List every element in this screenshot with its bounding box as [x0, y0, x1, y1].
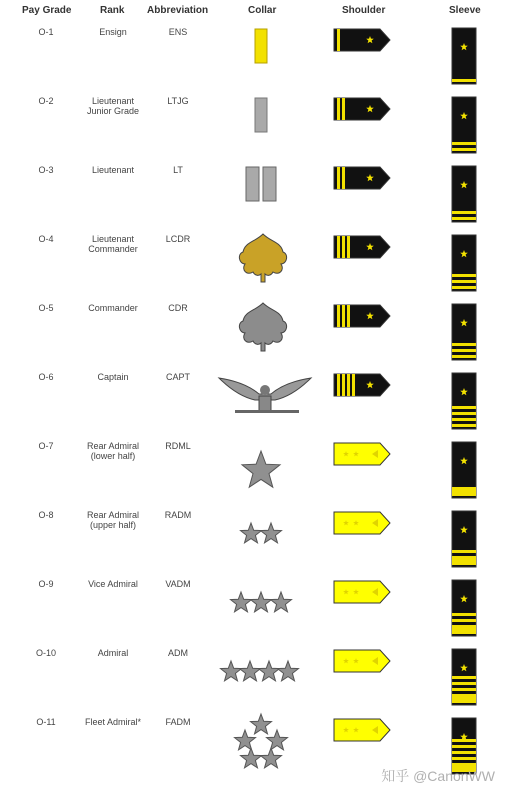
- header-shoulder: Shoulder: [342, 5, 386, 16]
- rank-cell: Ensign: [99, 27, 127, 37]
- table-row: [0, 510, 505, 579]
- rank-cell: Vice Admiral: [88, 579, 138, 589]
- pay-grade-cell: O-6: [38, 372, 54, 382]
- collar-insignia: [215, 297, 315, 357]
- table-row: [0, 441, 505, 510]
- table-row: [0, 303, 505, 372]
- table-row: [0, 234, 505, 303]
- shoulder-board: [332, 303, 392, 329]
- pay-grade-cell: O-5: [38, 303, 54, 313]
- collar-insignia: [215, 21, 315, 81]
- collar-insignia: [215, 159, 315, 219]
- sleeve-insignia: [451, 579, 477, 637]
- watermark: 知乎 @CanonWW: [381, 768, 495, 784]
- abbreviation-cell: CDR: [168, 303, 188, 313]
- header-rank: Rank: [100, 5, 125, 16]
- sleeve-insignia: [451, 96, 477, 154]
- pay-grade-cell: O-9: [38, 579, 54, 589]
- sleeve-insignia: [451, 372, 477, 430]
- shoulder-board: [332, 372, 392, 398]
- sleeve-insignia: [451, 234, 477, 292]
- abbreviation-cell: CAPT: [165, 372, 190, 382]
- collar-insignia: [215, 90, 315, 150]
- header-abbreviation: Abbreviation: [147, 5, 209, 16]
- table-row: [0, 27, 505, 96]
- pay-grade-cell: O-1: [38, 27, 54, 37]
- sleeve-insignia: [451, 165, 477, 223]
- abbreviation-cell: LT: [173, 165, 183, 175]
- pay-grade-cell: O-7: [38, 441, 54, 451]
- shoulder-board: [332, 96, 392, 122]
- rank-cell: Admiral: [97, 648, 129, 658]
- collar-insignia: [215, 366, 315, 426]
- rank-cell: Rear Admiral (upper half): [86, 510, 140, 530]
- shoulder-board: [332, 648, 392, 674]
- shoulder-board: [332, 27, 392, 53]
- table-row: [0, 96, 505, 165]
- rank-cell: Lieutenant Commander: [88, 234, 138, 254]
- collar-insignia: [215, 435, 315, 495]
- shoulder-board: [332, 234, 392, 260]
- shoulder-board: [332, 510, 392, 536]
- shoulder-board: [332, 579, 392, 605]
- rank-cell: Lieutenant: [91, 165, 135, 175]
- shoulder-board: [332, 441, 392, 467]
- abbreviation-cell: RDML: [165, 441, 191, 451]
- header-collar: Collar: [248, 5, 277, 16]
- sleeve-insignia: [451, 441, 477, 499]
- header-pay-grade: Pay Grade: [22, 5, 72, 16]
- pay-grade-cell: O-10: [35, 648, 56, 658]
- abbreviation-cell: RADM: [164, 510, 192, 520]
- rank-cell: Commander: [88, 303, 138, 313]
- pay-grade-cell: O-2: [38, 96, 54, 106]
- abbreviation-cell: VADM: [165, 579, 191, 589]
- pay-grade-cell: O-8: [38, 510, 54, 520]
- sleeve-insignia: [451, 303, 477, 361]
- pay-grade-cell: O-3: [38, 165, 54, 175]
- table-row: [0, 165, 505, 234]
- abbreviation-cell: LTJG: [167, 96, 189, 106]
- collar-insignia: [215, 228, 315, 288]
- abbreviation-cell: LCDR: [165, 234, 191, 244]
- sleeve-insignia: [451, 648, 477, 706]
- rank-cell: Lieutenant Junior Grade: [86, 96, 140, 116]
- table-row: [0, 648, 505, 717]
- abbreviation-cell: FADM: [165, 717, 191, 727]
- collar-insignia: [215, 504, 315, 564]
- table-row: [0, 579, 505, 648]
- collar-insignia: [215, 642, 315, 702]
- abbreviation-cell: ADM: [168, 648, 188, 658]
- collar-insignia: [215, 711, 315, 771]
- sleeve-insignia: [451, 27, 477, 85]
- pay-grade-cell: O-11: [36, 717, 56, 727]
- header-sleeve: Sleeve: [449, 5, 481, 16]
- sleeve-insignia: [451, 510, 477, 568]
- abbreviation-cell: ENS: [168, 27, 188, 37]
- pay-grade-cell: O-4: [38, 234, 54, 244]
- rank-cell: Fleet Admiral*: [84, 717, 142, 727]
- rank-cell: Captain: [97, 372, 129, 382]
- rank-cell: Rear Admiral (lower half): [86, 441, 140, 461]
- shoulder-board: [332, 165, 392, 191]
- table-row: [0, 372, 505, 441]
- shoulder-board: [332, 717, 392, 743]
- collar-insignia: [215, 573, 315, 633]
